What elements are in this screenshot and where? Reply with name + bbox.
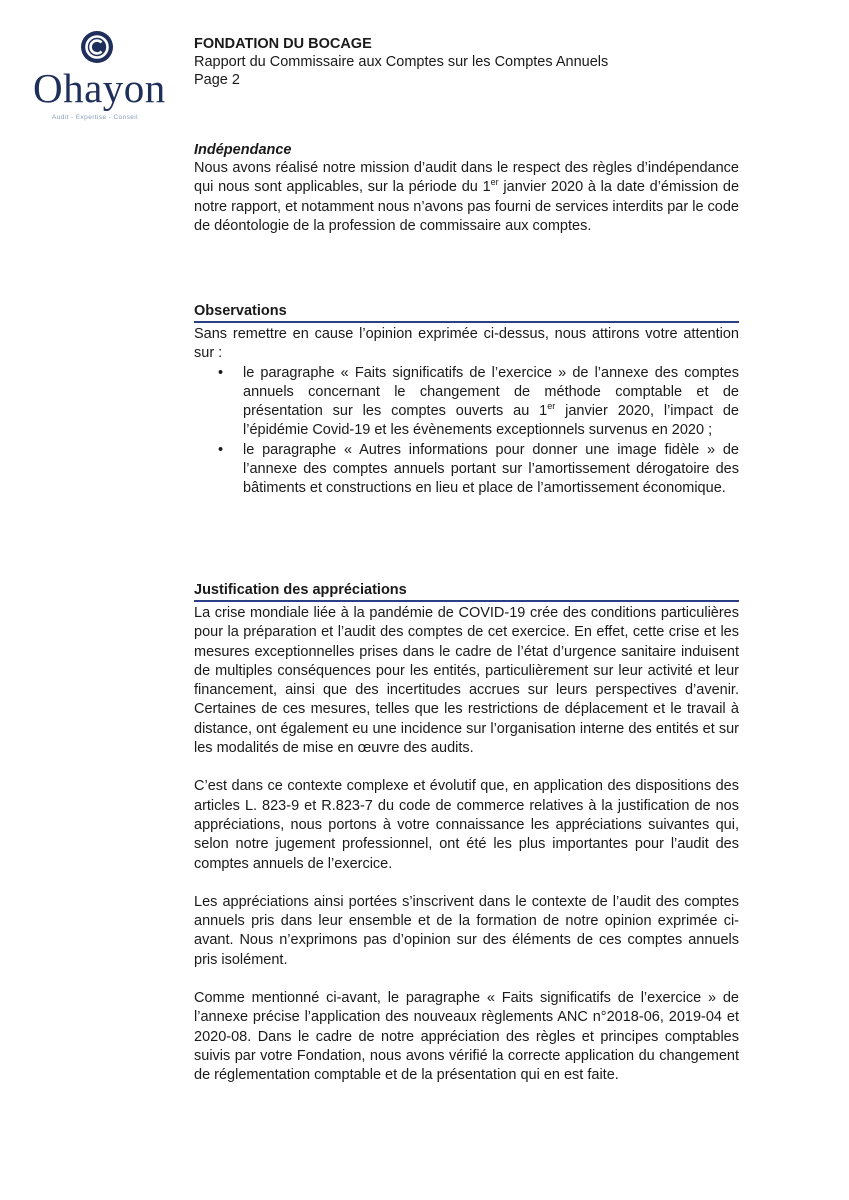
- section-divider: [194, 600, 739, 602]
- list-item: [194, 364, 739, 441]
- observations-list: [194, 364, 739, 499]
- section-title: Observations: [194, 303, 287, 319]
- superscript: er: [490, 177, 499, 188]
- section-divider: [194, 321, 739, 323]
- text-segment: le paragraphe « Faits significatifs de l’exercice » de l’annexe des comptes annuels concernant le changement de méthode comptable et de présentation sur les comptes ouverts au 1: [243, 364, 739, 420]
- superscript: er: [547, 401, 556, 412]
- section-title: Indépendance: [194, 142, 292, 158]
- ohayon-logo-icon: [80, 30, 114, 64]
- text-segment: Nous avons réalisé notre mission d’audit dans le respect des règles d’indépendance qui nous sont applicables, sur la période du 1: [194, 160, 739, 196]
- section-justification: [194, 581, 739, 1086]
- text-segment: janvier 2020, l’impact de l’épidémie Covid-19 et les évènements exceptionnels survenus en 2020 ;: [243, 403, 739, 439]
- independance-paragraph: [194, 159, 739, 236]
- observations-intro: Sans remettre en cause l’opinion exprimée ci-dessus, nous attirons votre attention sur :: [194, 326, 739, 362]
- text-segment: le paragraphe « Autres informations pour donner une image fidèle » de l’annexe des comptes annuels portant sur l’amortissement dérogatoire des bâtiments et constructions en lieu et place de l’amortissement économique.: [243, 441, 739, 497]
- justification-paragraph-3: Les appréciations ainsi portées s’inscrivent dans le contexte de l’audit des comptes annuels pris dans leur ensemble et de la formation de notre opinion exprimée ci-avant. Nous n’exprimons pas d’opinion sur des éléments de ces comptes annuels pris isolément.: [194, 893, 739, 968]
- ohayon-logo: [30, 30, 166, 125]
- justification-paragraph-1: La crise mondiale liée à la pandémie de COVID-19 crée des conditions particulières pour la préparation et l’audit des comptes de cet exercice. En effet, cette crise et les mesures exceptionnelles prises dans le cadre de l’état d’urgence sanitaire induisent de multiples conséquences pour les entités, particulièrement sur leur activité et leur financement, ainsi que des incertitudes accrues sur leurs perspectives d’avenir. Certaines de ces mesures, telles que les restrictions de déplacement et le travail à distance, ont également eu une incidence sur l’organisation interne des entités et sur les modalités de mise en œuvre des audits.: [194, 605, 739, 757]
- organization-name: FONDATION DU BOCAGE: [194, 36, 372, 52]
- justification-paragraph-4: Comme mentionné ci-avant, le paragraphe « Faits significatifs de l’exercice » de l’annexe précise l’application des nouveaux règlements ANC n°2018-06, 2019-04 et 2020-08. Dans le cadre de notre appréciation des règles et principes comptables suivis par votre Fondation, nous avons vérifié la correcte application du changement de réglementation comptable et de la présentation qui en est faite.: [194, 990, 739, 1084]
- report-title: Rapport du Commissaire aux Comptes sur les Comptes Annuels: [194, 54, 609, 70]
- logo-name: Ohayon: [33, 65, 166, 111]
- text-segment: janvier 2020 à la date d’émission de notre rapport, et notamment nous n’avons pas fourni de services interdits par le code de déontologie de la profession de commissaire aux comptes.: [194, 179, 740, 234]
- bullet-icon: •: [218, 364, 224, 381]
- list-item: [194, 441, 739, 499]
- logo-tagline: Audit - Expertise - Conseil: [52, 114, 138, 121]
- section-observations: [194, 302, 739, 499]
- document-header: [194, 36, 608, 89]
- page-number: Page 2: [194, 72, 240, 88]
- bullet-icon: •: [218, 441, 224, 458]
- justification-paragraph-2: C’est dans ce contexte complexe et évolutif que, en application des dispositions des articles L. 823-9 et R.823-7 du code de commerce relatives à la justification de nos appréciations, nous portons à votre connaissance les appréciations suivantes qui, selon notre jugement professionnel, ont été les plus importantes pour l’audit des comptes annuels de l’exercice.: [194, 778, 739, 872]
- section-title: Justification des appréciations: [194, 582, 407, 598]
- section-independance: [194, 141, 739, 236]
